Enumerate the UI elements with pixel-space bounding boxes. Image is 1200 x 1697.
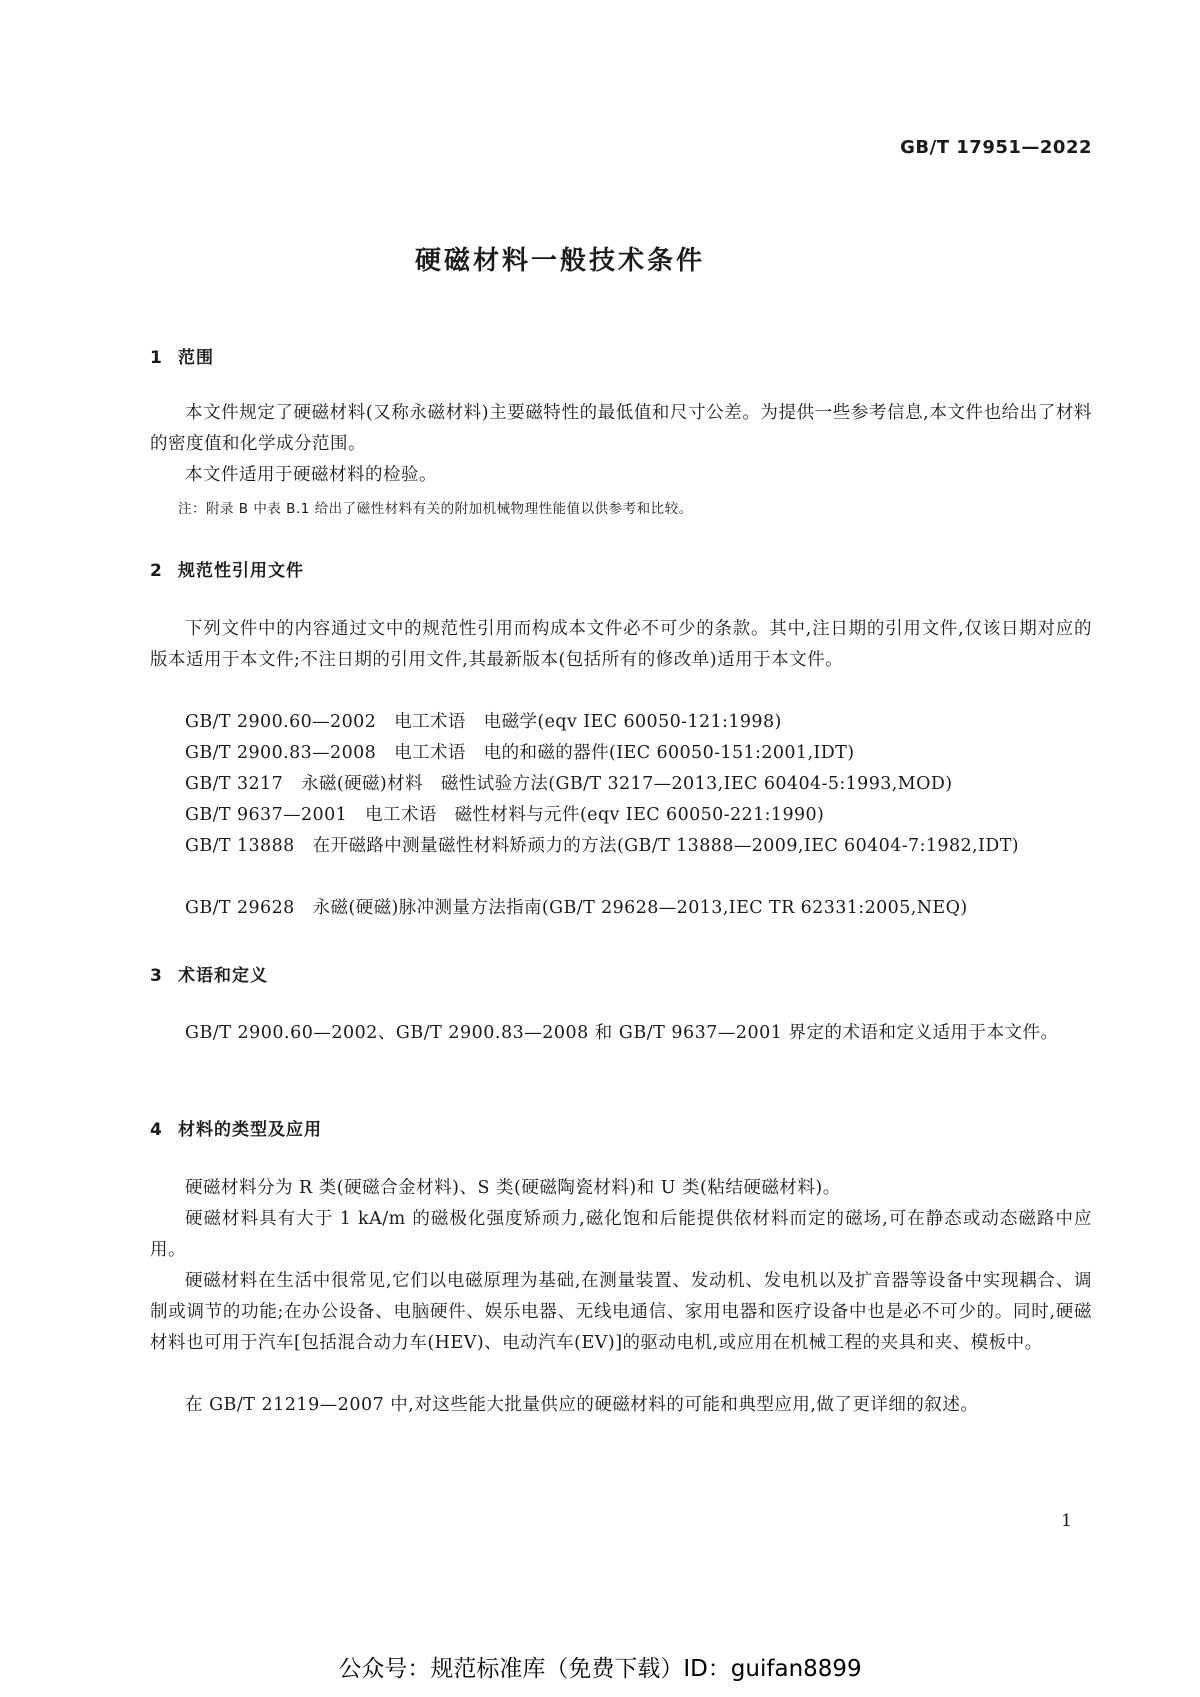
reference-title: 电工术语 电磁学(eqv IEC 60050-121:1998) [394, 712, 782, 732]
reference-title: 永磁(硬磁)脉冲测量方法指南(GB/T 29628—2013,IEC TR 62331:2005,NEQ) [312, 898, 968, 918]
section-4-paragraph: 硬磁材料具有大于 1 kA/m 的磁极化强度矫顽力,磁化饱和后能提供依材料而定的磁场,可在静态或动态磁路中应用。 [150, 1209, 1092, 1260]
reference-code: GB/T 2900.83—2008 [185, 743, 377, 763]
section-3-heading [150, 961, 268, 986]
reference-title: 在开磁路中测量磁性材料矫顽力的方法(GB/T 13888—2009,IEC 60404-7:1982,IDT) [312, 836, 1020, 856]
section-title: 范围 [178, 348, 214, 368]
reference-code: GB/T 13888 [185, 836, 295, 856]
section-title: 规范性引用文件 [178, 561, 304, 581]
section-1-heading [150, 343, 214, 368]
section-4-paragraph: 硬磁材料在生活中很常见,它们以电磁原理为基础,在测量装置、发动机、发电机以及扩音器等设备中实现耦合、调制或调节的功能;在办公设备、电脑硬件、娱乐电器、无线电通信、家用电器和医疗设备中也是必不可少的。同时,硬磁材料也可用于汽车[包括混合动力车(HEV)、电动汽车(EV)]的驱动电机,或应用在机械工程的夹具和夹、模板中。 [150, 1271, 1092, 1353]
reference-code: GB/T 3217 [185, 774, 284, 794]
reference-item [150, 831, 1094, 862]
reference-title: 电工术语 磁性材料与元件(eqv IEC 60050-221:1990) [365, 805, 825, 825]
reference-title: 永磁(硬磁)材料 磁性试验方法(GB/T 3217—2013,IEC 60404-5:1993,MOD) [301, 774, 953, 794]
section-4-paragraph: 在 GB/T 21219—2007 中,对这些能大批量供应的硬磁材料的可能和典型应用,做了更详细的叙述。 [185, 1395, 979, 1415]
section-number: 2 [150, 561, 163, 581]
section-2-heading [150, 556, 304, 581]
section-title: 术语和定义 [178, 966, 268, 986]
reference-code: GB/T 2900.60—2002 [185, 712, 377, 732]
section-title: 材料的类型及应用 [178, 1120, 322, 1140]
section-1-paragraph: 本文件规定了硬磁材料(又称永磁材料)主要磁特性的最低值和尺寸公差。为提供一些参考信息,本文件也给出了材料的密度值和化学成分范围。 [150, 403, 1092, 454]
reference-item [185, 800, 1095, 831]
standard-code: GB/T 17951—2022 [900, 137, 1092, 158]
reference-item [185, 893, 1095, 924]
document-title: 硬磁材料一般技术条件 [414, 246, 705, 276]
section-number: 3 [150, 966, 163, 986]
reference-code: GB/T 9637—2001 [185, 805, 348, 825]
reference-item [185, 769, 1095, 800]
section-number: 4 [150, 1120, 163, 1140]
section-3-paragraph: GB/T 2900.60—2002、GB/T 2900.83—2008 和 GB/T 9637—2001 界定的术语和定义适用于本文件。 [185, 1023, 1059, 1043]
section-4-heading [150, 1115, 322, 1140]
reference-title: 电工术语 电的和磁的器件(IEC 60050-151:2001,IDT) [394, 743, 855, 763]
page-number: 1 [1061, 1511, 1072, 1531]
reference-code: GB/T 29628 [185, 898, 295, 918]
watermark-footer: 公众号：规范标准库（免费下载）ID：guifan8899 [338, 1656, 862, 1682]
section-1-note: 注：附录 B 中表 B.1 给出了磁性材料有关的附加机械物理性能值以供参考和比较。 [178, 501, 693, 517]
section-1-paragraph: 本文件适用于硬磁材料的检验。 [185, 465, 437, 485]
section-4-paragraph: 硬磁材料分为 R 类(硬磁合金材料)、S 类(硬磁陶瓷材料)和 U 类(粘结硬磁材料)。 [185, 1178, 841, 1198]
reference-item [185, 707, 1095, 738]
section-number: 1 [150, 348, 163, 368]
reference-item [185, 738, 1095, 769]
section-2-paragraph: 下列文件中的内容通过文中的规范性引用而构成本文件必不可少的条款。其中,注日期的引用文件,仅该日期对应的版本适用于本文件;不注日期的引用文件,其最新版本(包括所有的修改单)适用于本文件。 [150, 619, 1092, 670]
